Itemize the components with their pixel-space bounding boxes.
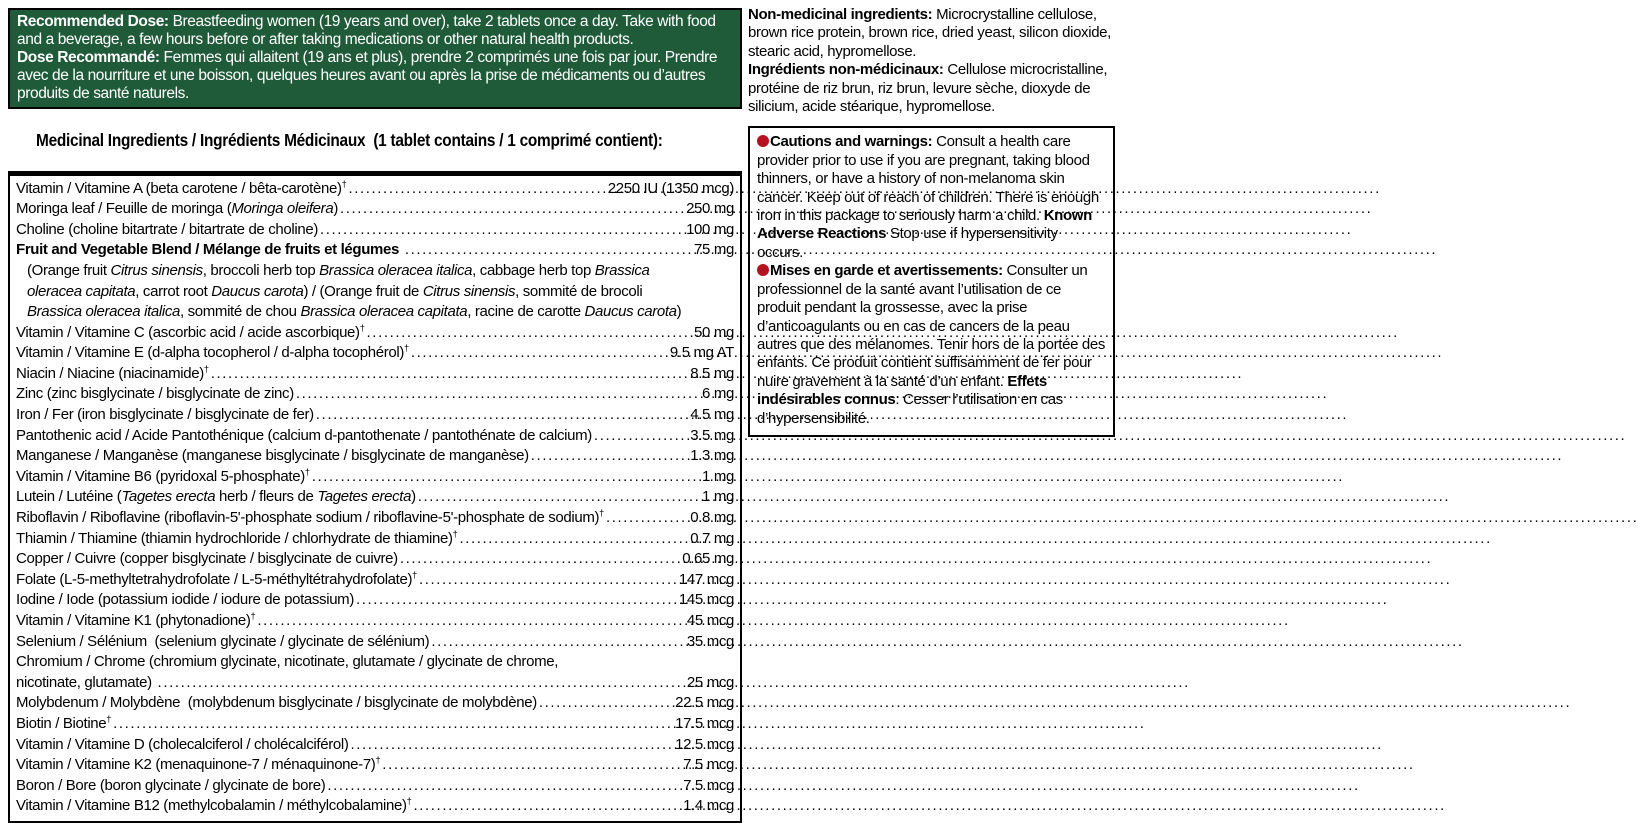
ingredient-name: Moringa leaf / Feuille de moringa (Moringa oleifera) [16,200,338,218]
dot-leader [320,220,684,241]
recommended-dose-en [17,13,733,49]
dot-leader [400,549,680,570]
medicinal-ingredients-table [8,171,742,823]
ingredient-row [16,446,734,467]
ingredient-amount: 6 mg [702,385,734,403]
dot-leader [419,570,677,591]
ingredient-source-line: (Orange fruit Citrus sinensis, broccoli herb top Brassica oleracea italica, cabbage herb top Brassica [27,261,650,279]
ingredient-name: Selenium / Sélénium (selenium glycinate / glycinate de sélénium) [16,632,430,650]
ingredient-row [16,426,734,447]
cautions-box [748,126,1115,437]
ingredient-name: Pantothenic acid / Acide Pantothénique (calcium d-pantothenate / pantothénate de calcium) [16,426,592,444]
ingredient-amount: 4.5 mg [690,406,734,424]
dot-leader [418,487,700,508]
red-bullet-icon [757,264,769,276]
ingredient-row [16,343,734,364]
ingredient-amount: 2250 IU (1350 mcg) [607,179,734,197]
ingredient-amount: 0.65 mg [682,550,734,568]
ingredient-row [16,240,734,322]
ingredient-row [16,632,734,653]
ingredient-amount: 145 mcg [678,591,734,609]
medicinal-ingredients-header-text: Medicinal Ingredients / Ingrédients Médicinaux (1 tablet contains / 1 comprimé contient): [35,129,663,150]
ingredient-amount: 9.5 mg AT [669,344,734,362]
dot-leader [257,611,685,632]
ingredient-amount: 1.3 mg [690,447,734,465]
ingredient-amount: 8.5 mg [690,364,734,382]
ingredient-name: Choline (choline bitartrate / bitartrate de choline) [16,220,318,238]
ingredient-row [16,529,734,550]
dot-leader [316,405,688,426]
ingredient-name: Boron / Bore (boron glycinate / glycinate de bore) [16,776,326,794]
dot-leader [312,467,700,488]
dot-leader [296,384,700,405]
ingredient-source-line: Brassica oleracea italica, sommité de chou Brassica oleracea capitata, racine de carotte Daucus carota) [27,303,682,321]
ingredient-amount: 22.5 mcg [675,694,734,712]
dot-leader [340,199,684,220]
ingredient-row [16,693,734,714]
ingredient-row [16,487,734,508]
ingredient-amount: 1.4 mcg [683,797,734,815]
ingredient-amount: 250 mg [686,200,734,218]
dot-leader [531,446,688,467]
ingredient-name: Fruit and Vegetable Blend / Mélange de fruits et légumes [16,241,399,259]
recommended-dose-en-text: Breastfeeding women (19 years and over), take 2 tablets once a day. Take with food and a beverage, a few hours before or after taking medications or other natural health products. [17,13,716,48]
dot-leader [431,632,685,653]
ingredient-name: Vitamin / Vitamine C (ascorbic acid / acide ascorbique)† [16,322,365,341]
ingredient-amount: 50 mg [694,323,734,341]
ingredient-amount: 0.8 mg [690,509,734,527]
ingredient-name: Thiamin / Thiamine (thiamin hydrochloride / chlorhydrate de thiamine)† [16,528,458,547]
ingredient-row [16,549,734,570]
ingredient-amount: 147 mcg [678,570,734,588]
dot-leader [351,735,674,756]
ingredient-amount: 75 mg [694,241,734,259]
ingredient-amount: 12.5 mcg [675,735,734,753]
ingredient-row [16,199,734,220]
ingredient-row [16,364,734,385]
ingredient-name: Vitamin / Vitamine E (d-alpha tocopherol / d-alpha tocophérol)† [16,343,409,362]
cautions-fr-text: Mises en garde et avertissements: Consulter un professionnel de la santé avant l’utilisation de ce produit pendant la grossesse, avec la prise d’anticoagulants ou en cas de cancers de la peau autres que des mélanomes. Tenir hors de la portée des enfants. Ce produit contient suffisamment de fer pour nuire gravement à la santé d’un enfant. Effets indésirables connus: Cesser l’utilisation en cas d’hypersensibilité. [757,262,1106,427]
ingredient-row [16,467,734,488]
ingredient-amount: 25 mcg [686,673,734,691]
ingredient-name: Manganese / Manganèse (manganese bisglycinate / bisglycinate de manganèse) [16,447,529,465]
ingredient-amount: 3.5 mg [690,426,734,444]
right-panel [748,6,1115,437]
dot-leader [327,776,681,797]
ingredient-amount: 35 mcg [686,632,734,650]
ingredient-name: Zinc (zinc bisglycinate / bisglycinate de zinc) [16,385,294,403]
ingredient-amount: 0.7 mg [690,529,734,547]
dot-leader [367,323,693,344]
ingredient-row [16,714,734,735]
ingredient-name: Folate (L-5-methyltetrahydrofolate / L-5-méthyltétrahydrofolate)† [16,569,417,588]
cautions-fr [757,262,1106,428]
ingredient-name: Iron / Fer (iron bisglycinate / bisglycinate de fer) [16,406,314,424]
ingredient-row [16,405,734,426]
ingredient-row [16,755,734,776]
ingredient-row [16,323,734,344]
dot-leader [413,796,681,817]
ingredient-name: nicotinate, glutamate) [16,673,156,691]
ingredient-name: Riboflavin / Riboflavine (riboflavin-5'-phosphate sodium / riboflavine-5'-phosphate de sodium)† [16,508,604,527]
ingredient-name: Vitamin / Vitamine D (cholecalciferol / cholécalciférol) [16,735,349,753]
non-medicinal-ingredients-en: Non-medicinal ingredients: Microcrystalline cellulose, brown rice protein, brown rice, dried yeast, silicon dioxide, stearic acid, hypromellose. [748,6,1111,60]
ingredient-amount: 100 mg [686,220,734,238]
dot-leader [539,693,673,714]
ingredient-name: Niacin / Niacine (niacinamide)† [16,363,209,382]
ingredient-name: Lutein / Lutéine (Tagetes erecta herb / fleurs de Tagetes erecta) [16,488,416,506]
dot-leader [348,179,605,200]
ingredient-row [16,220,734,241]
ingredient-amount: 7.5 mcg [683,756,734,774]
dot-leader [606,508,688,529]
recommended-dose-en-label: Recommended Dose: [17,13,169,30]
ingredient-name: Vitamin / Vitamine B6 (pyridoxal 5-phosphate)† [16,466,310,485]
ingredient-name: Vitamin / Vitamine K2 (menaquinone-7 / ménaquinone-7)† [16,755,381,774]
dot-leader [356,590,677,611]
cautions-en [757,133,1106,262]
ingredient-name-continued: Chromium / Chrome (chromium glycinate, nicotinate, glutamate / glycinate de chrome, [16,653,559,671]
dot-leader [211,364,688,385]
ingredient-amount: 7.5 mcg [683,776,734,794]
ingredient-row [16,384,734,405]
dot-leader [113,714,673,735]
ingredient-amount: 1 mg [702,488,734,506]
dot-leader [594,426,688,447]
recommended-dose-box [8,8,742,109]
ingredient-row [16,508,734,529]
ingredient-name: Iodine / Iode (potassium iodide / iodure de potassium) [16,591,354,609]
recommended-dose-fr-label: Dose Recommandé: [17,48,160,66]
ingredient-name: Copper / Cuivre (copper bisglycinate / bisglycinate de cuivre) [16,550,398,568]
dot-leader [411,343,668,364]
ingredient-amount: 1 mg [702,467,734,485]
ingredient-name: Vitamin / Vitamine B12 (methylcobalamin / méthylcobalamine)† [16,796,412,815]
ingredient-row [16,652,734,693]
ingredient-row [16,776,734,797]
ingredient-name: Vitamin / Vitamine A (beta carotene / bêta-carotène)† [16,178,347,197]
ingredient-name: Vitamin / Vitamine K1 (phytonadione)† [16,611,256,629]
ingredient-row [16,570,734,591]
ingredient-amount: 45 mcg [686,612,734,629]
cautions-en-text: Cautions and warnings: Consult a health care provider prior to use if you are pregnant, taking blood thinners, or have a history of non-melanoma skin cancer. Keep out of reach of children. There is enough iron in this package to seriously harm a child. Known Adverse Reactions Stop use if hypersensitivity occurs. [757,133,1099,261]
recommended-dose-fr [17,49,733,103]
ingredient-name: Molybdenum / Molybdène (molybdenum bisglycinate / bisglycinate de molybdène) [16,694,537,712]
ingredient-source-line: oleracea capitata, carrot root Daucus carota) / (Orange fruit de Citrus sinensis, sommité de brocoli [27,282,643,300]
ingredient-amount: 17.5 mcg [675,714,734,732]
ingredient-name: Biotin / Biotine† [16,713,112,732]
dot-leader [405,240,692,261]
dot-leader [459,529,688,550]
dot-leader [382,755,681,776]
red-bullet-icon [757,135,769,147]
dot-leader [158,673,685,694]
ingredient-row [16,796,734,817]
ingredient-row [16,735,734,756]
medicinal-ingredients-header [8,109,742,171]
left-panel [8,8,742,823]
ingredient-row [16,179,734,200]
recommended-dose-fr-text: Femmes qui allaitent (19 ans et plus), prendre 2 comprimés une fois par jour. Prendre avec de la nourriture et une boisson, quelques heures avant ou après la prise de médicaments ou d’autres produits de santé naturels. [17,48,718,102]
ingredient-row [16,611,734,632]
ingredient-row [16,590,734,611]
non-medicinal-ingredients-fr: Ingrédients non-médicinaux: Cellulose microcristalline, protéine de riz brun, riz brun, levure sèche, dioxyde de silicium, acide stéarique, hypromellose. [748,61,1108,116]
